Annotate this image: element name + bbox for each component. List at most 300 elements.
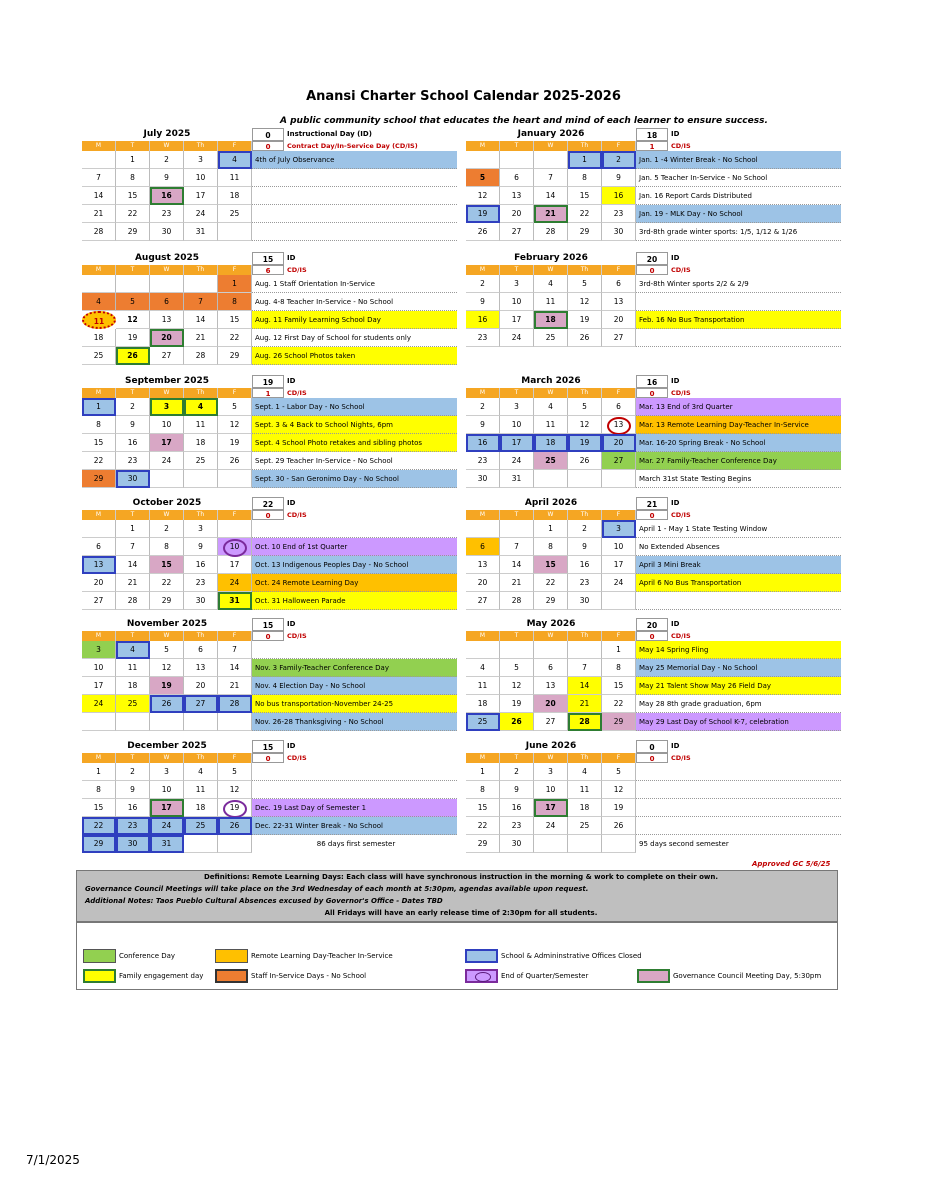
day-cell: 21 <box>116 574 150 592</box>
weekday-w: W <box>150 510 184 520</box>
month-october-2025 <box>82 497 252 610</box>
cdis-count-row <box>636 388 841 398</box>
day-cell: 13 <box>184 659 218 677</box>
weekday-w: W <box>150 388 184 398</box>
day-cell: 30 <box>116 470 150 488</box>
day-cell <box>82 151 116 169</box>
cdis-label: CD/IS <box>671 511 691 519</box>
week-row <box>466 169 636 187</box>
legend-label: Remote Learning Day-Teacher In-Service <box>251 952 393 960</box>
event-line <box>636 781 841 799</box>
day-cell: 16 <box>602 187 636 205</box>
day-cell <box>466 151 500 169</box>
day-cell: 31 <box>218 592 252 610</box>
day-cell: 11 <box>82 311 116 329</box>
day-cell: 23 <box>184 574 218 592</box>
day-cell: 3 <box>534 763 568 781</box>
day-cell: 27 <box>500 223 534 241</box>
event-line: May 25 Memorial Day - No School <box>636 659 841 677</box>
day-cell: 30 <box>568 592 602 610</box>
day-cell: 30 <box>150 223 184 241</box>
weekday-m: M <box>82 141 116 151</box>
day-cell <box>184 470 218 488</box>
cdis-count: 0 <box>252 141 284 151</box>
day-cell <box>218 223 252 241</box>
week-row <box>466 151 636 169</box>
cdis-count-row <box>636 141 841 151</box>
legend-label: Conference Day <box>119 952 176 960</box>
events-december-2025 <box>252 740 457 853</box>
day-cell: 10 <box>602 538 636 556</box>
id-label: ID <box>671 130 680 138</box>
day-cell: 21 <box>218 677 252 695</box>
legend-gc <box>637 969 821 983</box>
month-december-2025 <box>82 740 252 853</box>
week-row <box>82 677 252 695</box>
week-row <box>82 556 252 574</box>
day-cell: 27 <box>150 347 184 365</box>
events-february-2026 <box>636 252 841 347</box>
day-cell: 5 <box>602 763 636 781</box>
day-cell <box>602 835 636 853</box>
day-cell: 25 <box>184 452 218 470</box>
week-row <box>82 763 252 781</box>
week-row <box>466 434 636 452</box>
circle-icon <box>475 972 491 982</box>
week-row <box>466 538 636 556</box>
event-line <box>252 641 457 659</box>
weekday-header <box>82 631 252 641</box>
event-line: Aug. 4-8 Teacher In-Service - No School <box>252 293 457 311</box>
day-cell: 24 <box>534 817 568 835</box>
id-count-row <box>252 252 457 265</box>
day-cell: 15 <box>82 434 116 452</box>
day-cell <box>534 835 568 853</box>
cdis-count: 0 <box>636 510 668 520</box>
cdis-label: CD/IS <box>287 389 307 397</box>
legend-label: School & Admininstrative Offices Closed <box>501 952 642 960</box>
id-label: ID <box>671 377 680 385</box>
week-row <box>82 781 252 799</box>
id-label: ID <box>287 499 296 507</box>
weekday-th: Th <box>568 510 602 520</box>
day-cell: 12 <box>568 416 602 434</box>
day-cell: 1 <box>602 641 636 659</box>
cdis-label: CD/IS <box>671 632 691 640</box>
week-row <box>466 223 636 241</box>
day-cell: 9 <box>150 169 184 187</box>
week-row <box>82 416 252 434</box>
day-cell: 28 <box>568 713 602 731</box>
week-row <box>466 574 636 592</box>
day-cell: 18 <box>218 187 252 205</box>
day-cell: 6 <box>602 398 636 416</box>
cdis-label: CD/IS <box>671 142 691 150</box>
day-cell <box>184 275 218 293</box>
event-line: Nov. 3 Family-Teacher Conference Day <box>252 659 457 677</box>
day-cell: 25 <box>116 695 150 713</box>
day-cell: 29 <box>568 223 602 241</box>
weekday-f: F <box>602 265 636 275</box>
week-row <box>466 817 636 835</box>
day-cell: 9 <box>116 416 150 434</box>
day-cell <box>184 713 218 731</box>
events-august-2025 <box>252 252 457 365</box>
day-cell: 22 <box>534 574 568 592</box>
month-title: July 2025 <box>143 129 191 139</box>
week-row <box>82 275 252 293</box>
day-cell <box>82 520 116 538</box>
day-cell: 1 <box>82 763 116 781</box>
events-may-2026 <box>636 618 841 731</box>
month-title: December 2025 <box>127 741 207 751</box>
week-row <box>466 293 636 311</box>
day-cell <box>150 470 184 488</box>
day-cell: 19 <box>150 677 184 695</box>
day-cell: 21 <box>500 574 534 592</box>
week-row <box>82 311 252 329</box>
day-cell: 13 <box>500 187 534 205</box>
day-cell: 13 <box>466 556 500 574</box>
id-count-row <box>636 128 841 141</box>
day-cell: 20 <box>602 434 636 452</box>
day-cell: 13 <box>602 293 636 311</box>
cdis-count-row <box>252 265 457 275</box>
day-cell: 22 <box>116 205 150 223</box>
week-row <box>82 223 252 241</box>
id-count: 20 <box>636 618 668 631</box>
event-line: Sept. 1 - Labor Day - No School <box>252 398 457 416</box>
week-row <box>466 556 636 574</box>
weekday-header <box>466 753 636 763</box>
day-cell: 12 <box>218 781 252 799</box>
day-cell: 22 <box>466 817 500 835</box>
weekday-m: M <box>466 388 500 398</box>
gold-swatch <box>215 949 248 963</box>
day-cell: 24 <box>500 452 534 470</box>
day-cell: 18 <box>534 434 568 452</box>
event-line: May 14 Spring Fling <box>636 641 841 659</box>
week-row <box>466 713 636 731</box>
month-june-2026 <box>466 740 636 853</box>
day-cell: 7 <box>184 293 218 311</box>
event-line <box>636 763 841 781</box>
day-cell <box>82 275 116 293</box>
week-row <box>466 275 636 293</box>
day-cell: 17 <box>184 187 218 205</box>
day-cell: 26 <box>218 452 252 470</box>
id-label: ID <box>671 620 680 628</box>
week-row <box>82 641 252 659</box>
day-cell: 9 <box>568 538 602 556</box>
event-line <box>252 223 457 241</box>
day-cell: 27 <box>82 592 116 610</box>
orange-swatch <box>215 969 248 983</box>
day-cell: 29 <box>218 347 252 365</box>
day-cell <box>466 520 500 538</box>
day-cell: 13 <box>82 556 116 574</box>
day-cell <box>218 713 252 731</box>
event-line: April 6 No Bus Transportation <box>636 574 841 592</box>
day-cell: 23 <box>500 817 534 835</box>
day-cell: 4 <box>466 659 500 677</box>
day-cell <box>150 275 184 293</box>
cdis-label: Contract Day/In-Service Day (CD/IS) <box>287 142 418 150</box>
week-row <box>466 781 636 799</box>
day-cell <box>500 520 534 538</box>
day-cell: 10 <box>82 659 116 677</box>
week-row <box>466 659 636 677</box>
day-cell: 20 <box>500 205 534 223</box>
day-cell: 20 <box>150 329 184 347</box>
day-cell: 28 <box>116 592 150 610</box>
weekday-t: T <box>116 510 150 520</box>
cdis-count: 0 <box>252 753 284 763</box>
cdis-count-row <box>252 388 457 398</box>
events-july-2025 <box>252 128 457 241</box>
month-title: April 2026 <box>524 498 578 508</box>
week-row <box>82 293 252 311</box>
week-row <box>82 329 252 347</box>
weekday-th: Th <box>568 265 602 275</box>
legend-label: Family engagement day <box>119 972 204 980</box>
week-row <box>82 538 252 556</box>
day-cell: 2 <box>466 398 500 416</box>
event-line <box>636 293 841 311</box>
day-cell: 23 <box>466 329 500 347</box>
definitions-box <box>76 870 838 922</box>
id-count: 20 <box>636 252 668 265</box>
day-cell <box>500 641 534 659</box>
day-cell: 5 <box>568 275 602 293</box>
weekday-w: W <box>534 631 568 641</box>
event-line: Sept. 4 School Photo retakes and sibling photos <box>252 434 457 452</box>
weekday-f: F <box>218 753 252 763</box>
event-line: Oct. 31 Halloween Parade <box>252 592 457 610</box>
day-cell: 7 <box>218 641 252 659</box>
day-cell: 2 <box>116 398 150 416</box>
day-cell <box>116 275 150 293</box>
day-cell: 10 <box>150 416 184 434</box>
week-row <box>466 398 636 416</box>
day-cell: 12 <box>602 781 636 799</box>
weekday-t: T <box>116 265 150 275</box>
approval-note: Approved GC 5/6/25 <box>752 860 831 868</box>
week-row <box>82 452 252 470</box>
event-line: Oct. 24 Remote Learning Day <box>252 574 457 592</box>
event-line: Oct. 10 End of 1st Quarter <box>252 538 457 556</box>
legend-staff <box>215 969 366 983</box>
day-cell: 23 <box>568 574 602 592</box>
weekday-t: T <box>500 388 534 398</box>
week-row <box>466 592 636 610</box>
event-line: April 3 Mini Break <box>636 556 841 574</box>
day-cell: 15 <box>568 187 602 205</box>
month-title: November 2025 <box>126 619 208 629</box>
event-line: 4th of July Observance <box>252 151 457 169</box>
weekday-w: W <box>150 141 184 151</box>
day-cell: 6 <box>534 659 568 677</box>
day-cell: 15 <box>82 799 116 817</box>
day-cell <box>602 592 636 610</box>
day-cell: 12 <box>466 187 500 205</box>
week-row <box>466 695 636 713</box>
day-cell: 18 <box>534 311 568 329</box>
event-line <box>252 520 457 538</box>
event-line: March 31st State Testing Begins <box>636 470 841 488</box>
week-row <box>82 169 252 187</box>
day-cell: 14 <box>116 556 150 574</box>
day-cell: 7 <box>500 538 534 556</box>
day-cell: 10 <box>218 538 252 556</box>
week-row <box>82 398 252 416</box>
legend-family <box>83 969 203 983</box>
cdis-count: 0 <box>252 631 284 641</box>
day-cell: 3 <box>500 398 534 416</box>
id-count: 19 <box>252 375 284 388</box>
weekday-f: F <box>218 265 252 275</box>
day-cell: 22 <box>602 695 636 713</box>
day-cell <box>568 835 602 853</box>
day-cell: 8 <box>466 781 500 799</box>
event-line: Feb. 16 No Bus Transportation <box>636 311 841 329</box>
day-cell: 8 <box>82 416 116 434</box>
week-row <box>466 452 636 470</box>
cdis-label: CD/IS <box>287 632 307 640</box>
week-row <box>466 416 636 434</box>
day-cell: 1 <box>116 151 150 169</box>
week-row <box>82 713 252 731</box>
weekday-header <box>82 753 252 763</box>
day-cell: 9 <box>116 781 150 799</box>
day-cell: 3 <box>82 641 116 659</box>
month-july-2025 <box>82 128 252 241</box>
day-cell <box>82 713 116 731</box>
day-cell: 7 <box>82 169 116 187</box>
day-cell: 26 <box>150 695 184 713</box>
day-cell <box>150 713 184 731</box>
id-count-row <box>252 375 457 388</box>
day-cell: 3 <box>184 520 218 538</box>
day-cell: 1 <box>534 520 568 538</box>
day-cell: 7 <box>116 538 150 556</box>
day-cell: 8 <box>150 538 184 556</box>
day-cell: 15 <box>150 556 184 574</box>
day-cell: 16 <box>116 434 150 452</box>
weekday-th: Th <box>568 388 602 398</box>
day-cell: 3 <box>184 151 218 169</box>
week-row <box>466 470 636 488</box>
weekday-m: M <box>466 265 500 275</box>
event-line: Jan. 5 Teacher In-Service - No School <box>636 169 841 187</box>
cdis-label: CD/IS <box>287 511 307 519</box>
event-line: Aug. 11 Family Learning School Day <box>252 311 457 329</box>
day-cell: 4 <box>534 398 568 416</box>
day-cell: 30 <box>184 592 218 610</box>
day-cell: 1 <box>218 275 252 293</box>
event-line: 95 days second semester <box>639 840 729 848</box>
id-count-row <box>636 375 841 388</box>
day-cell: 15 <box>218 311 252 329</box>
day-cell: 14 <box>184 311 218 329</box>
legend-closed <box>465 949 642 963</box>
weekday-t: T <box>500 265 534 275</box>
day-cell: 15 <box>602 677 636 695</box>
day-cell: 14 <box>218 659 252 677</box>
day-cell: 14 <box>534 187 568 205</box>
day-cell: 2 <box>466 275 500 293</box>
day-cell: 25 <box>184 817 218 835</box>
day-cell: 2 <box>500 763 534 781</box>
day-cell: 1 <box>82 398 116 416</box>
event-line <box>636 817 841 835</box>
day-cell: 5 <box>116 293 150 311</box>
page-title: Anansi Charter School Calendar 2025-2026 <box>306 89 621 104</box>
id-count: 16 <box>636 375 668 388</box>
day-cell: 26 <box>568 329 602 347</box>
day-cell: 4 <box>534 275 568 293</box>
cdis-label: CD/IS <box>671 389 691 397</box>
day-cell: 4 <box>82 293 116 311</box>
cdis-count-row <box>636 753 841 763</box>
legend-remote <box>215 949 393 963</box>
month-title: June 2026 <box>525 741 577 751</box>
id-label: ID <box>287 620 296 628</box>
event-line: 3rd-8th grade winter sports: 1/5, 1/12 & 1/26 <box>636 223 841 241</box>
day-cell: 5 <box>500 659 534 677</box>
week-row <box>82 592 252 610</box>
day-cell: 2 <box>150 151 184 169</box>
id-label: ID <box>287 742 296 750</box>
day-cell: 10 <box>534 781 568 799</box>
cdis-count-row <box>252 753 457 763</box>
event-line <box>252 187 457 205</box>
day-cell: 28 <box>218 695 252 713</box>
weekday-header <box>466 265 636 275</box>
day-cell: 29 <box>116 223 150 241</box>
day-cell: 18 <box>184 799 218 817</box>
day-cell: 16 <box>568 556 602 574</box>
event-line: Mar. 13 End of 3rd Quarter <box>636 398 841 416</box>
weekday-w: W <box>534 753 568 763</box>
weekday-header <box>466 388 636 398</box>
day-cell: 1 <box>568 151 602 169</box>
weekday-th: Th <box>184 631 218 641</box>
day-cell: 26 <box>466 223 500 241</box>
event-line: May 28 8th grade graduation, 6pm <box>636 695 841 713</box>
day-cell: 12 <box>150 659 184 677</box>
day-cell: 17 <box>82 677 116 695</box>
event-line: Sept. 29 Teacher In-Service - No School <box>252 452 457 470</box>
id-count: 0 <box>252 128 284 141</box>
legend-label: Staff In-Service Days - No School <box>251 972 367 980</box>
month-title: March 2026 <box>521 376 581 386</box>
friday-note: All Fridays will have an early release time of 2:30pm for all students. <box>324 909 598 917</box>
day-cell: 11 <box>534 293 568 311</box>
week-row <box>82 470 252 488</box>
day-cell: 4 <box>568 763 602 781</box>
event-line <box>252 763 457 781</box>
event-line <box>252 205 457 223</box>
month-november-2025 <box>82 618 252 731</box>
day-cell: 10 <box>184 169 218 187</box>
governance-note: Governance Council Meetings will take place on the 3rd Wednesday of each month at 5:30pm, agendas available upon request. <box>85 885 589 893</box>
id-label: ID <box>287 254 296 262</box>
day-cell: 21 <box>184 329 218 347</box>
day-cell: 2 <box>116 763 150 781</box>
yellow-swatch <box>83 969 116 983</box>
weekday-header <box>466 631 636 641</box>
